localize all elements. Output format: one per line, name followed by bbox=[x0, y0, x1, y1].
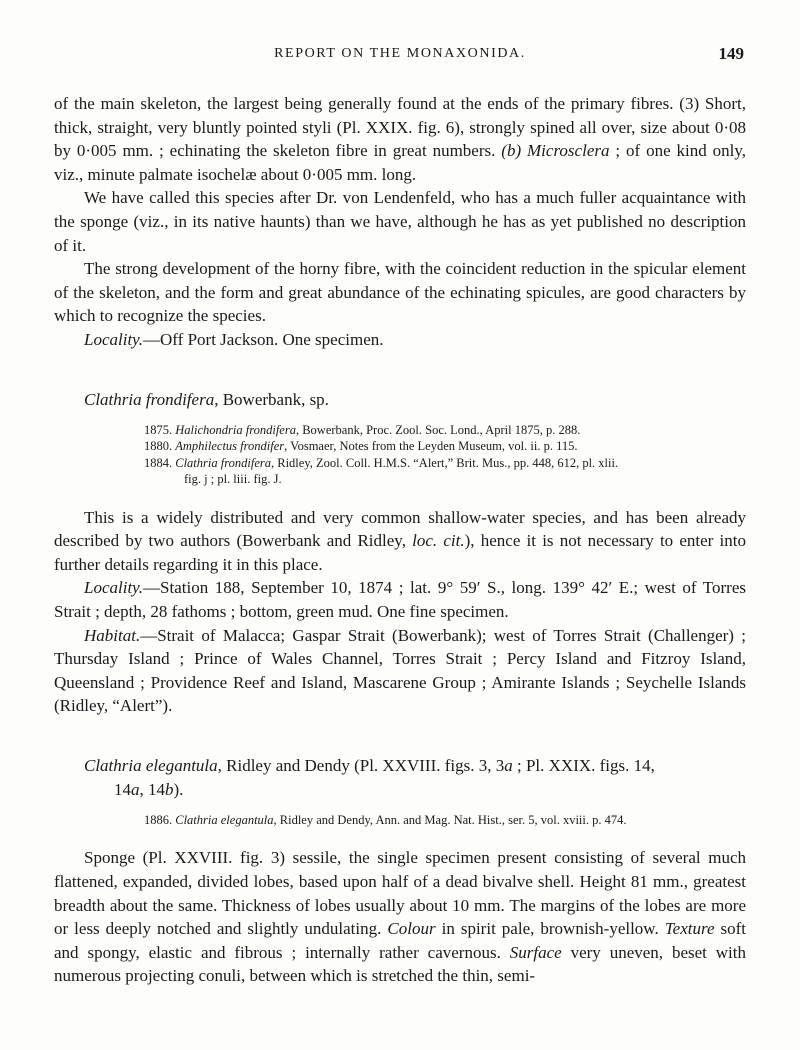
heading-text: 14 bbox=[114, 779, 131, 799]
locality-text: —Station 188, September 10, 1874 ; lat. 9° 59′ S., long. 139° 42′ E.; west of Torres Strait ; depth, 28 fathoms ; bottom, green mud. One fine specimen. bbox=[54, 578, 746, 621]
running-title: REPORT ON THE MONAXONIDA. bbox=[274, 46, 526, 61]
line: ; of one kind only, viz., minute palmate isochelæ about 0·005 mm. long. bbox=[54, 141, 746, 184]
paragraph-characters: The strong development of the horny fibre, with the coincident reduction in the spicular element of the skeleton, and the form and great abundance of the echinating spicules, are good characters by which to recognize the species. bbox=[54, 259, 746, 326]
heading-text-italic: a bbox=[131, 779, 140, 799]
synonym-name: Clathria frondifera bbox=[175, 455, 271, 470]
synonym-year: 1875. bbox=[144, 422, 173, 437]
line: of the main skeleton, the largest being generally found at the ends of the primary fibres. bbox=[54, 94, 674, 113]
locality-text: —Off Port Jackson. One specimen. bbox=[143, 329, 384, 349]
heading-text-italic: a bbox=[504, 755, 513, 775]
synonym-ref: , Ridley and Dendy, Ann. and Mag. Nat. Hist., ser. 5, vol. xviii. p. 474. bbox=[273, 812, 627, 827]
text-italic: loc. cit. bbox=[412, 531, 465, 551]
text: Sponge (Pl. XXVIII. fig. 3) sessile, the single specimen present consisting of several much flattened, expanded, divided lobes, based upon half of a dead bivalve shell. Height 81 mm., greatest breadth about the same. Thickness of lobes usually about 10 mm. The margins of the lobes are more or less deeply notched and slightly undulating. bbox=[54, 848, 746, 939]
text: ), hence it is not necessary to enter into further details regarding it in this place. bbox=[54, 531, 746, 574]
text: soft and spongy, elastic and fibrous ; internally rather cavernous. bbox=[54, 919, 747, 962]
habitat-text: —Strait of Malacca; Gaspar Strait (Bowerbank); west of Torres Strait (Challenger) ; Thursday Island ; Prince of Wales Channel, Torres Strait ; Percy Island and Fitzroy Island, Queensland ; Providence Reef and Island, Mascarene Group ; Amirante Islands ; Seychelle Islands (Ridley, “Alert”). bbox=[54, 625, 746, 716]
text: very uneven, beset with numerous projecting conuli, between which is stretched the thin, semi- bbox=[54, 942, 747, 986]
synonym-entry bbox=[54, 422, 746, 439]
synonym-ref: , Ridley, Zool. Coll. H.M.S. “Alert,” Brit. Mus., pp. 448, 612, pl. xlii. bbox=[270, 455, 619, 470]
page-number: 149 bbox=[718, 44, 744, 63]
line-label: (b) bbox=[501, 141, 528, 161]
synonymy-list bbox=[54, 422, 746, 488]
paragraph-description bbox=[54, 506, 746, 577]
locality-label: Locality. bbox=[84, 578, 144, 598]
texture-label: Texture bbox=[664, 919, 715, 939]
synonym-year: 1880. bbox=[144, 439, 173, 454]
synonym-entry bbox=[54, 438, 746, 455]
synonym-year: 1886. bbox=[144, 812, 173, 827]
synonym-name: Clathria elegantula bbox=[175, 812, 274, 827]
heading-text: , 14 bbox=[139, 779, 165, 799]
line: all over, size about 0·08 by 0·005 mm. ; echinating the skeleton fibre in great numbers. bbox=[54, 117, 746, 161]
body-text bbox=[54, 92, 746, 988]
synonym-ref: , Bowerbank, Proc. Zool. Soc. Lond., April 1875, p. 288. bbox=[295, 422, 581, 437]
synonym-entry bbox=[54, 455, 746, 472]
paragraph-locality bbox=[54, 576, 746, 623]
species-authority: , Bowerbank, sp. bbox=[214, 389, 329, 409]
synonym-name: Amphilectus frondifer bbox=[175, 439, 285, 454]
microsclera-label: Microsclera bbox=[527, 141, 610, 161]
surface-label: Surface bbox=[509, 942, 562, 962]
species-heading-elegantula bbox=[54, 754, 746, 802]
running-head bbox=[0, 44, 800, 66]
synonym-entry bbox=[54, 812, 746, 829]
synonym-cont-text: fig. j ; pl. liii. fig. J. bbox=[184, 472, 282, 487]
paragraph-sponge-description bbox=[54, 846, 746, 988]
line: (3) Short, thick, straight, very bluntly pointed styli (Pl. XXIX. fig. 6), strongly spined bbox=[54, 94, 747, 137]
text: in spirit pale, brownish-yellow. bbox=[435, 919, 665, 939]
species-name: Clathria elegantula bbox=[84, 755, 218, 775]
heading-text: ). bbox=[173, 779, 184, 799]
heading-text-italic: b bbox=[165, 779, 174, 799]
paragraph-continuation bbox=[54, 92, 746, 186]
paragraph-naming: We have called this species after Dr. von Lendenfeld, who has a much fuller acquaintance with the sponge (viz., in its native haunts) than we have, although he has as yet published no description of it. bbox=[54, 188, 746, 255]
habitat-label: Habitat. bbox=[84, 625, 141, 645]
colour-label: Colour bbox=[387, 919, 436, 939]
locality-label: Locality. bbox=[84, 329, 144, 349]
synonym-continuation bbox=[54, 471, 746, 488]
heading-text: , Ridley and Dendy (Pl. XXVIII. figs. 3, 3 bbox=[217, 755, 505, 775]
synonym-ref: , Vosmaer, Notes from the Leyden Museum, vol. ii. p. 115. bbox=[284, 439, 578, 454]
synonym-name: Halichondria frondifera bbox=[175, 422, 296, 437]
species-heading-frondifera bbox=[54, 388, 746, 412]
paragraph-habitat bbox=[54, 624, 746, 718]
heading-text: ; Pl. XXIX. figs. 14, bbox=[512, 755, 655, 775]
species-name: Clathria frondifera bbox=[84, 389, 215, 409]
paragraph-locality bbox=[54, 328, 746, 352]
text: This is a widely distributed and very common shallow-water species, and has been already described by two authors (Bowerbank and Ridley, bbox=[54, 507, 746, 551]
synonym-year: 1884. bbox=[144, 455, 173, 470]
